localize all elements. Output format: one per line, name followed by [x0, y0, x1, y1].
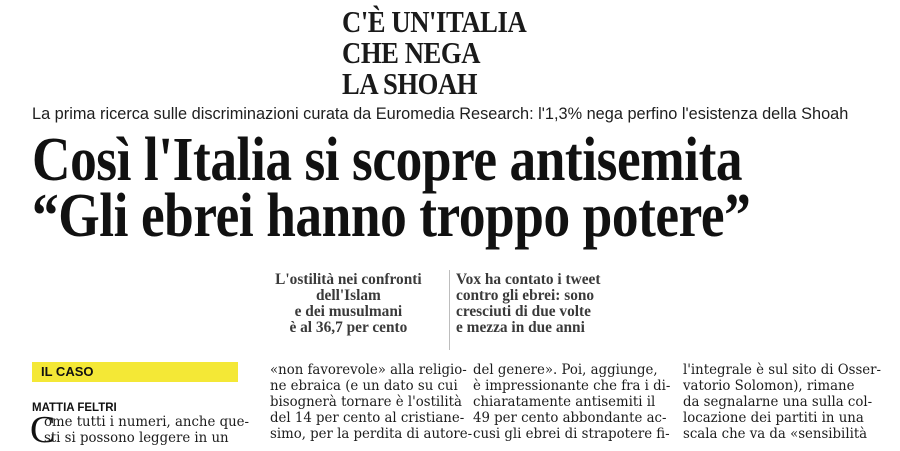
article-column-1	[44, 414, 249, 446]
deck-line: cresciuti di due volte	[456, 303, 591, 320]
article-column-2	[270, 362, 472, 442]
kicker	[342, 6, 556, 99]
article-line: chiaratamente antisemiti il	[473, 394, 656, 410]
deck-line: e mezza in due anni	[456, 319, 585, 336]
headline-line: Così l'Italia si scopre antisemita	[32, 126, 743, 194]
kicker-line: C'È UN'ITALIA	[342, 4, 527, 39]
deck-right	[456, 272, 648, 336]
article-line: del 14 per cento al cristiane-	[270, 410, 465, 426]
article-line: ome tutti i numeri, anche que-	[44, 414, 250, 430]
kicker-line: CHE NEGA	[342, 35, 481, 70]
article-line: ne ebraica (e un dato su cui	[270, 378, 458, 394]
article-line: è impressionante che fra i di-	[473, 378, 671, 394]
section-label: IL CASO	[32, 362, 238, 382]
deck-line: contro gli ebrei: sono	[456, 287, 595, 304]
headline-line: “Gli ebrei hanno troppo potere”	[32, 182, 751, 250]
deck-line: e dei musulmani	[294, 303, 403, 320]
deck-line: dell'Islam	[315, 287, 381, 304]
article-line: da segnalarne una sulla col-	[683, 394, 873, 410]
deck-line: L'ostilità nei confronti	[275, 271, 422, 288]
article-line: l'integrale è sul sito di Osser-	[683, 362, 882, 378]
deck-line: Vox ha contato i tweet	[456, 271, 601, 288]
article-line: simo, per la perdita di autore-	[270, 426, 473, 442]
article-line: cusi gli ebrei di strapotere fi-	[473, 426, 670, 442]
article-line: sti si possono leggere in un	[44, 430, 229, 446]
headline	[32, 126, 867, 250]
deck-left	[262, 272, 435, 336]
dropcap: C	[30, 409, 56, 451]
deck-divider	[449, 270, 450, 350]
article-line: bisognerà tornare è l'ostilità	[270, 394, 462, 410]
article-line: locazione dei partiti in una	[683, 410, 864, 426]
article-column-3	[473, 362, 670, 442]
article-line: «non favorevole» alla religio-	[270, 362, 467, 378]
article-line: scala che va da «sensibilità	[683, 426, 868, 442]
article-line: del genere». Poi, aggiunge,	[473, 362, 658, 378]
deck-line: è al 36,7 per cento	[289, 319, 408, 336]
kicker-line: LA SHOAH	[342, 66, 478, 101]
byline: MATTIA FELTRI	[32, 402, 117, 414]
subheadline: La prima ricerca sulle discriminazioni curata da Euromedia Research: l'1,3% nega perfino l'esistenza della Shoah	[32, 104, 849, 123]
article-line: 49 per cento abbondante ac-	[473, 410, 667, 426]
article-column-4	[683, 362, 881, 442]
article-line: vatorio Solomon), rimane	[683, 378, 855, 394]
